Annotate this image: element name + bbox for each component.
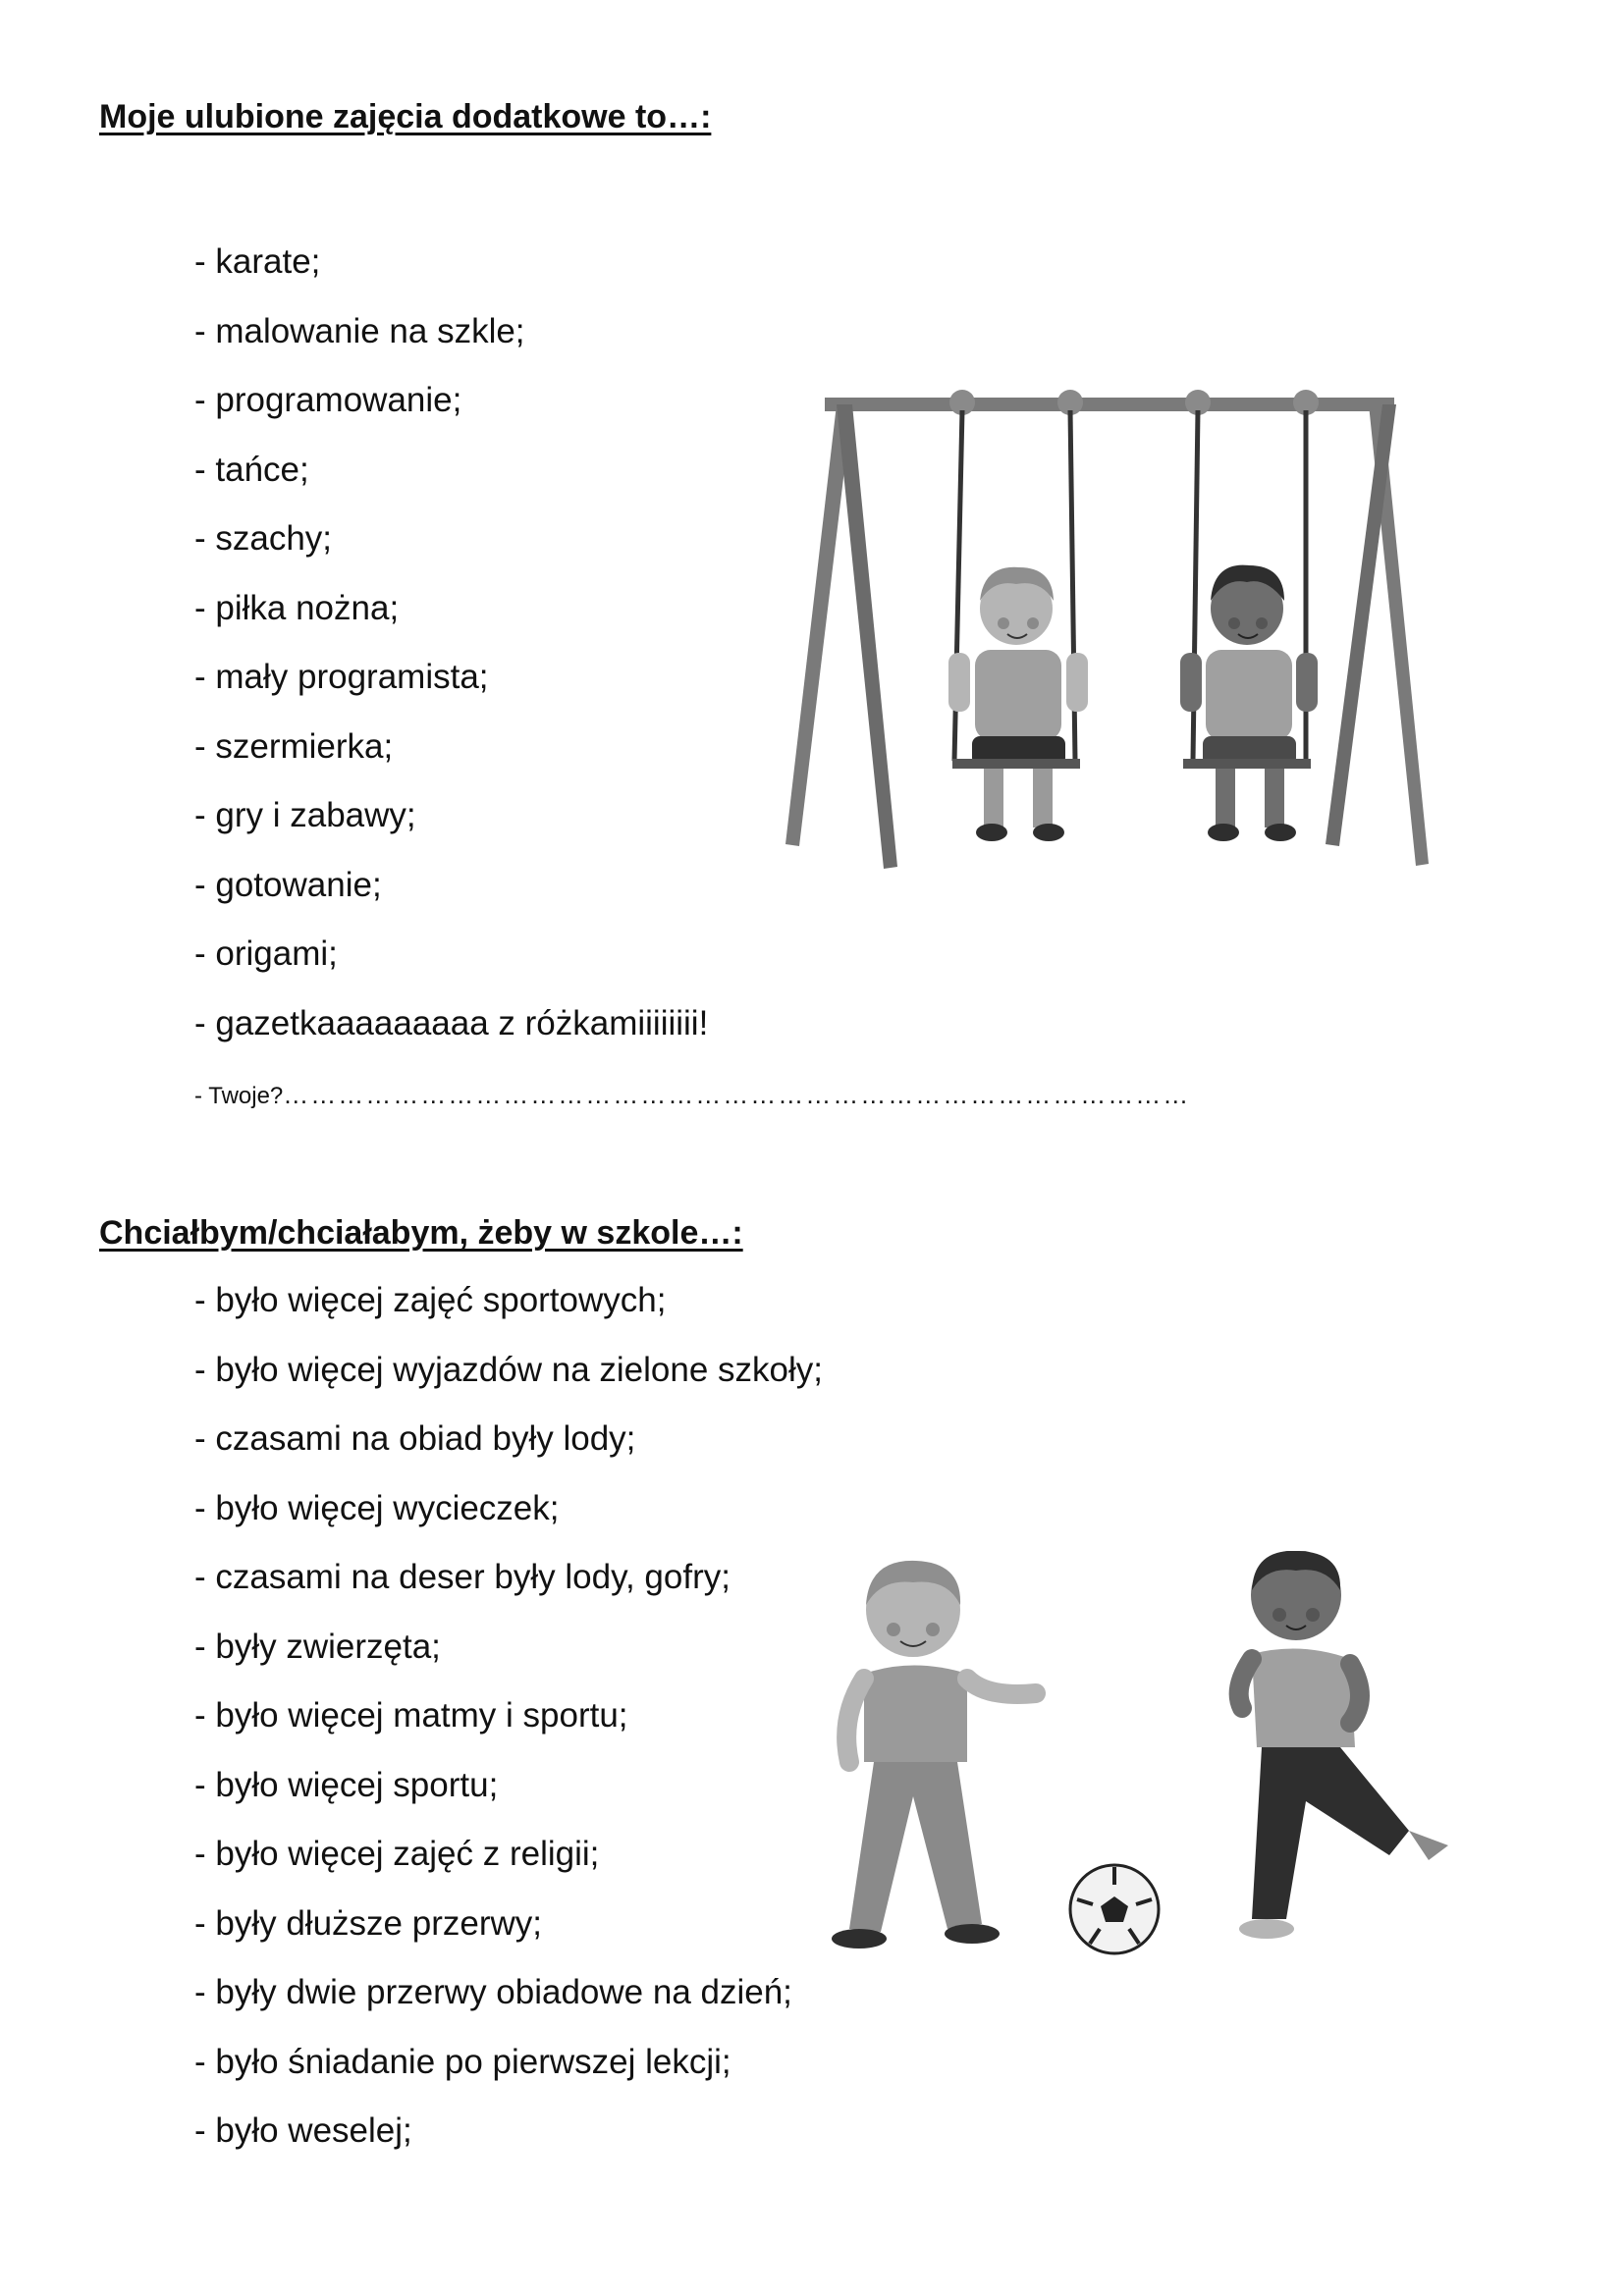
wish-item: - było więcej zajęć z religii; bbox=[194, 1835, 600, 1873]
boy-running-dark bbox=[1239, 1551, 1448, 1939]
activity-item: - gotowanie; bbox=[194, 865, 382, 904]
wish-item: - było więcej wyjazdów na zielone szkoły; bbox=[194, 1350, 823, 1389]
wish-item: - było śniadanie po pierwszej lekcji; bbox=[194, 2042, 731, 2081]
wish-item: - były dłuższe przerwy; bbox=[194, 1903, 542, 1943]
activities-list bbox=[194, 228, 708, 1058]
wish-item: - były zwierzęta; bbox=[194, 1627, 441, 1666]
wish-item: - czasami na deser były lody, gofry; bbox=[194, 1558, 731, 1596]
activity-item: - szachy; bbox=[194, 519, 333, 558]
wish-item: - było więcej matmy i sportu; bbox=[194, 1696, 628, 1735]
wish-item: - było więcej wycieczek; bbox=[194, 1488, 560, 1527]
activity-item: - mały programista; bbox=[194, 658, 489, 696]
wish-item: - było więcej sportu; bbox=[194, 1765, 499, 1804]
swing-left-leg-back bbox=[837, 404, 897, 869]
activity-item: - karate; bbox=[194, 242, 321, 281]
boy-on-swing-light bbox=[948, 567, 1088, 841]
swing-illustration bbox=[776, 383, 1453, 883]
activity-item: - programowanie; bbox=[194, 381, 462, 419]
wish-item: - było więcej zajęć sportowych; bbox=[194, 1281, 667, 1319]
football-ball bbox=[1070, 1865, 1159, 1953]
activity-item: - malowanie na szkle; bbox=[194, 311, 525, 350]
swing-right-leg-back bbox=[1326, 404, 1396, 846]
own-activity-prompt: - Twoje? bbox=[194, 1083, 284, 1109]
activity-item: - tańce; bbox=[194, 450, 309, 489]
boy-kicking-light bbox=[832, 1561, 1036, 1949]
football-illustration bbox=[820, 1551, 1483, 1983]
wish-item: - czasami na obiad były lody; bbox=[194, 1419, 636, 1458]
activity-item: - gry i zabawy; bbox=[194, 796, 416, 834]
activity-item: - origami; bbox=[194, 934, 338, 973]
wish-item: - było weselej; bbox=[194, 2111, 412, 2150]
section1-heading: Moje ulubione zajęcia dodatkowe to…: bbox=[99, 98, 712, 135]
wishes-list bbox=[194, 1266, 823, 2166]
activity-item: - piłka nożna; bbox=[194, 588, 400, 627]
activity-item: - gazetkaaaaaaaaa z różkamiiiiiiii! bbox=[194, 1003, 709, 1042]
boy-on-swing-dark bbox=[1180, 565, 1318, 841]
activity-item: - szermierka; bbox=[194, 726, 394, 766]
own-activity-blank[interactable]: ……………………………………………………………………………………… bbox=[283, 1080, 1191, 1109]
section2-heading: Chciałbym/chciałabym, żeby w szkole…: bbox=[99, 1214, 743, 1252]
wish-item: - były dwie przerwy obiadowe na dzień; bbox=[194, 1973, 792, 2011]
swing-left-leg-front bbox=[785, 404, 852, 846]
own-activity-line bbox=[194, 1080, 1190, 1110]
